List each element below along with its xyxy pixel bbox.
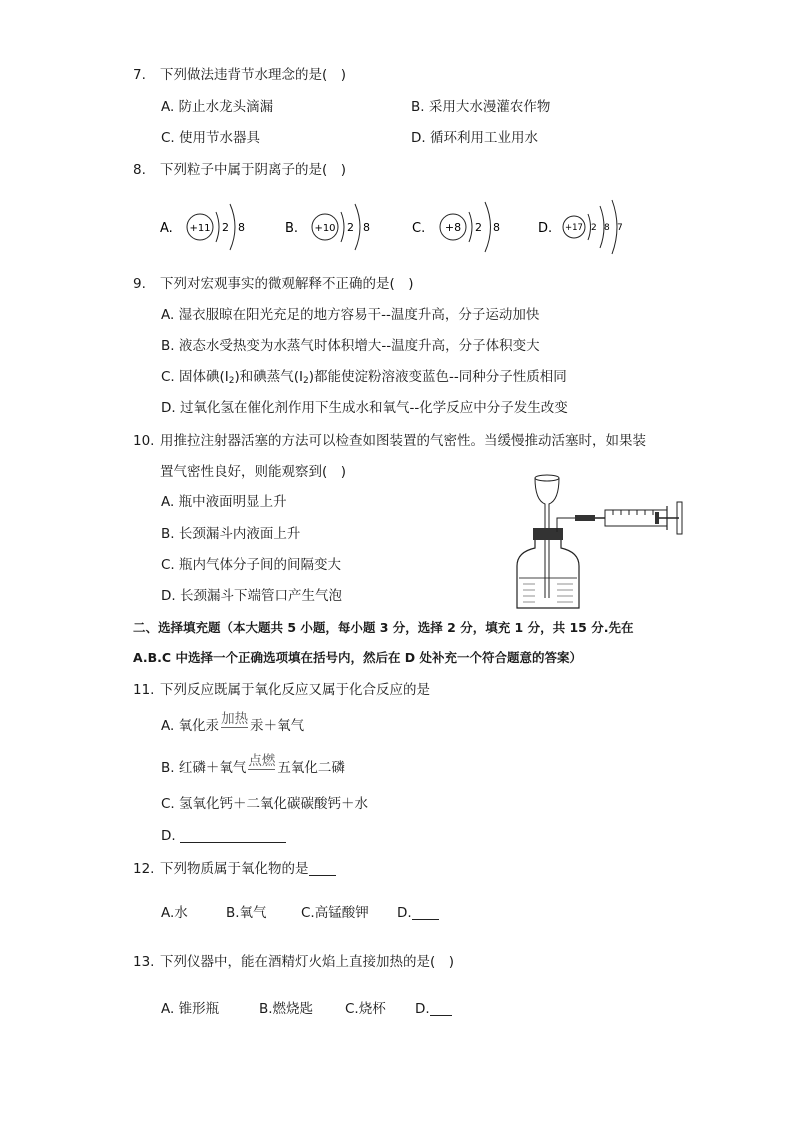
q13-option-d [415,1000,452,1018]
syringe [595,502,682,534]
electron-shell-arc [485,202,491,252]
q11-option-b [161,753,345,777]
q7-number: 7. [133,67,146,83]
q12-stem-blank[interactable] [309,861,336,876]
q11-a-products: 汞＋氧气 [250,718,305,734]
q11-option-c: C. 氢氧化钙＋二氧化碳碳酸钙＋水 [161,796,369,812]
q10-option-b: B. 长颈漏斗内液面上升 [161,526,301,542]
q9-stem: 下列对宏观事实的微观解释不正确的是( ) [160,276,414,292]
q7-option-b: B. 采用大水漫灌农作物 [411,99,551,115]
q8-option-a-shell-1: 2 [222,221,229,234]
q13-option-a: A. 锥形瓶 [161,1001,220,1017]
q8-option-b-label: B. [285,221,299,236]
q8-atom-diagrams [150,190,650,266]
q10-option-d: D. 长颈漏斗下端管口产生气泡 [161,588,342,604]
q11-option-d [161,827,286,845]
wide-mouth-bottle [517,540,579,608]
q8-option-d-label: D. [538,221,553,236]
funnel-rim [535,475,559,481]
q12-answer-blank[interactable] [412,905,439,920]
q8-option-a-shell-2: 8 [238,221,245,234]
q9-option-d: D. 过氧化氢在催化剂作用下生成水和氧气--化学反应中分子发生改变 [161,400,568,416]
q7-option-c: C. 使用节水器具 [161,130,261,146]
q9-c-text-2: )和碘蒸气(I [234,369,304,385]
q12-stem-wrap [160,860,336,878]
q7-stem: 下列做法违背节水理念的是( ) [160,67,347,83]
q10-stem-line-1: 用推拉注射器活塞的方法可以检查如图装置的气密性。当缓慢推动活塞时，如果装 [160,433,646,449]
q8-option-b-nucleus: +10 [314,223,336,234]
q10-apparatus-figure [505,470,695,615]
q9-c-text-3: )都能使淀粉溶液变蓝色--同种分子性质相同 [308,369,567,385]
q9-option-b: B. 液态水受热变为水蒸气时体积增大--温度升高，分子体积变大 [161,338,540,354]
electron-shell-arc [216,212,219,242]
q8-option-c-diagram [412,202,500,252]
q8-option-b-diagram [285,204,370,250]
q11-answer-blank[interactable] [180,828,286,843]
q8-option-b-shell-2: 8 [363,221,370,234]
q8-stem: 下列粒子中属于阴离子的是( ) [160,162,347,178]
q8-option-c-nucleus: +8 [444,221,462,234]
q9-option-c [161,368,567,390]
section-2-heading-line-1: 二、选择填充题（本大题共 5 小题，每小题 3 分，选择 2 分，填充 1 分，共 15 分.先在 [133,620,634,635]
q8-option-c-shell-1: 2 [475,221,482,234]
q8-option-d-shell-3: 7 [617,223,623,233]
q7-option-a: A. 防止水龙头滴漏 [161,99,274,115]
q10-number: 10. [133,433,155,449]
q13-d-label: D. [415,1001,430,1017]
q8-option-d-shell-1: 2 [591,223,597,233]
q12-option-d [397,904,439,922]
q13-answer-blank[interactable] [430,1001,452,1016]
q11-b-condition [248,753,275,770]
q11-b-condition-label: 点燃 [248,753,276,769]
q11-a-condition [221,711,248,728]
q13-option-c: C.烧杯 [345,1001,386,1017]
q11-b-reactants: B. 红磷＋氧气 [161,760,247,776]
q8-option-d-nucleus: +17 [565,223,583,233]
q12-stem: 下列物质属于氧化物的是 [160,861,309,877]
q11-stem: 下列反应既属于氧化反应又属于化合反应的是 [160,682,430,698]
q11-a-condition-label: 加热 [221,711,249,727]
q8-option-c-label: C. [412,221,426,236]
funnel-stem [545,540,549,598]
q12-option-a: A.水 [161,905,188,921]
q8-option-b-shell-1: 2 [347,221,354,234]
section-2-heading-line-2: A.B.C 中选择一个正确选项填在括号内，然后在 D 处补充一个符合题意的答案） [133,650,583,665]
q8-number: 8. [133,162,146,178]
q13-option-b: B.燃烧匙 [259,1001,314,1017]
q9-number: 9. [133,276,146,292]
q11-d-label: D. [161,828,176,844]
q12-option-c: C.高锰酸钾 [301,905,369,921]
q9-c-subscript-1: 2 [228,376,235,386]
q9-c-subscript-2: 2 [303,376,309,386]
q8-option-a-nucleus: +11 [189,223,211,234]
long-neck-funnel [535,478,559,530]
electron-shell-arc [230,204,235,250]
q12-d-label: D. [397,905,412,921]
q11-number: 11. [133,682,155,698]
q8-option-c-shell-2: 8 [493,221,500,234]
q10-stem-line-2: 置气密性良好，则能观察到( ) [160,464,347,480]
q11-option-a [161,711,305,735]
q11-a-reactant: A. 氧化汞 [161,718,220,734]
q8-option-a-label: A. [160,221,173,236]
q9-option-a: A. 湿衣服晾在阳光充足的地方容易干--温度升高，分子运动加快 [161,307,540,323]
electron-shell-arc [341,212,344,242]
q12-option-b: B.氧气 [226,905,267,921]
q7-option-d: D. 循环利用工业用水 [411,130,538,146]
q10-option-a: A. 瓶中液面明显上升 [161,494,287,510]
rubber-tube [575,515,595,521]
q8-option-d-shell-2: 8 [604,223,610,233]
bottle-liquid [519,578,577,602]
q13-stem: 下列仪器中，能在酒精灯火焰上直接加热的是( ) [160,954,455,970]
rubber-stopper [533,528,563,540]
q8-option-a-diagram [160,204,245,250]
q9-c-text-1: C. 固体碘(I [161,369,229,385]
q11-b-product: 五氧化二磷 [277,760,345,776]
electron-shell-arc [469,212,472,242]
q8-option-d-diagram [538,200,623,254]
q12-number: 12. [133,861,155,877]
q13-number: 13. [133,954,155,970]
electron-shell-arc [355,204,360,250]
q10-option-c: C. 瓶内气体分子间的间隔变大 [161,557,342,573]
